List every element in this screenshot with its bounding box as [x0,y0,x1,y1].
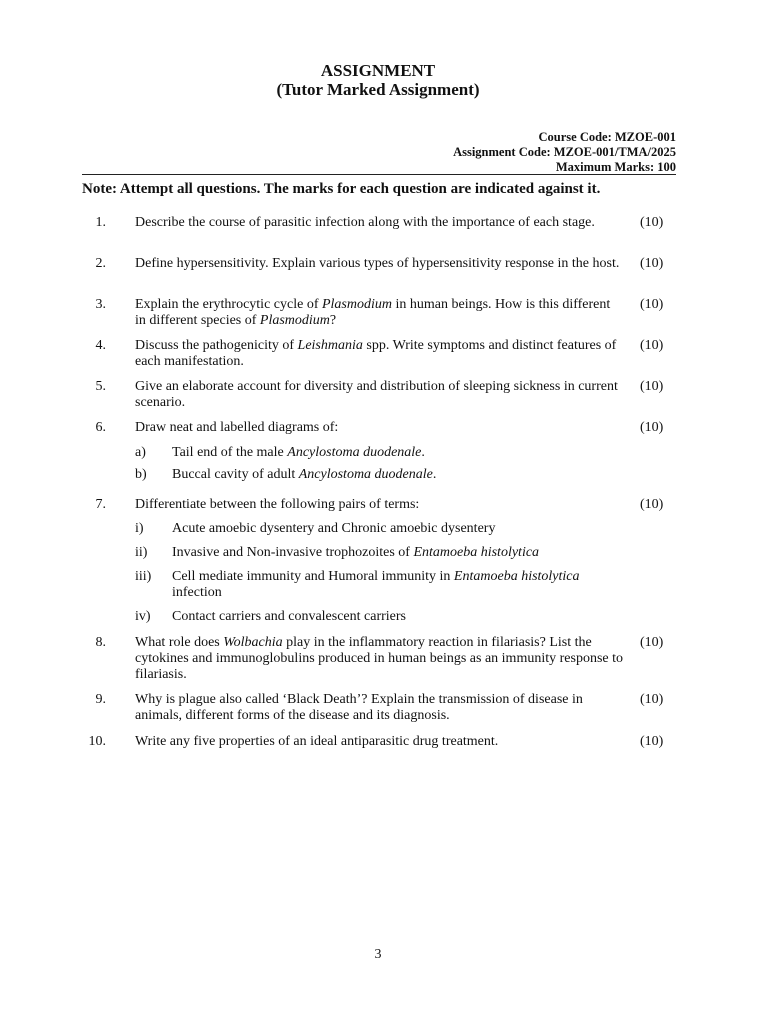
question-marks: (10) [640,692,664,707]
subitem-text: Cell mediate immunity and Humoral immunity in Entamoeba histolytica infection [172,569,580,600]
subitem-text: Buccal cavity of adult Ancylostoma duodenale. [172,467,437,482]
question-number: 7. [95,497,106,512]
course-info-block [453,130,676,175]
question-marks: (10) [640,215,664,230]
question-text: Write any five properties of an ideal antiparasitic drug treatment. [135,734,499,749]
page-title: ASSIGNMENT [320,61,436,80]
question-number: 10. [88,734,106,749]
question-marks: (10) [640,420,664,435]
question-number: 9. [95,692,106,707]
subitem-text: Invasive and Non-invasive trophozoites of Entamoeba histolytica [172,545,540,560]
question-number: 5. [95,379,106,394]
question-number: 6. [95,420,106,435]
subitem-text: Contact carriers and convalescent carriers [172,609,406,624]
question-text: Explain the erythrocytic cycle of Plasmodium in human beings. How is this different in different species of Plasmodium? [135,297,611,328]
question-marks: (10) [640,635,664,650]
question-text: Give an elaborate account for diversity and distribution of sleeping sickness in current scenario. [135,379,618,410]
subitem-label: iv) [135,609,151,624]
question-number: 8. [95,635,106,650]
subitem-label: ii) [135,545,148,560]
page-subtitle: (Tutor Marked Assignment) [276,80,480,99]
question-text: Define hypersensitivity. Explain various types of hypersensitivity response in the host. [135,256,620,271]
question-number: 3. [95,297,106,312]
question-marks: (10) [640,297,664,312]
assignment-code: Assignment Code: MZOE-001/TMA/2025 [453,145,676,159]
subitem-text: Acute amoebic dysentery and Chronic amoebic dysentery [172,521,496,536]
header-divider [82,174,676,175]
question-text: Discuss the pathogenicity of Leishmania spp. Write symptoms and distinct features of each manifestation. [135,338,617,369]
question-marks: (10) [640,497,664,512]
question-marks: (10) [640,379,664,394]
subitem-label: i) [135,521,144,536]
question-text: Describe the course of parasitic infection along with the importance of each stage. [135,215,595,230]
question-number: 1. [95,215,106,230]
subitem-label: b) [135,467,147,482]
question-marks: (10) [640,734,664,749]
instructions-note: Note: Attempt all questions. The marks for each question are indicated against it. [82,181,601,197]
question-number: 2. [95,256,106,271]
maximum-marks: Maximum Marks: 100 [555,160,676,174]
question-marks: (10) [640,256,664,271]
question-text: Why is plague also called ‘Black Death’? Explain the transmission of disease in animals, different forms of the disease and its diagnosis. [135,692,583,723]
subitem-label: iii) [135,569,152,584]
page-number: 3 [374,947,382,962]
question-marks: (10) [640,338,664,353]
question-text: Draw neat and labelled diagrams of: [135,420,339,435]
question-text: What role does Wolbachia play in the inflammatory reaction in filariasis? List the cytokines and immunoglobulins produced in human beings as an immunity response to filariasis. [135,635,623,682]
subitem-text: Tail end of the male Ancylostoma duodenale. [172,445,425,460]
question-text: Differentiate between the following pairs of terms: [135,497,420,512]
course-code: Course Code: MZOE-001 [538,130,676,144]
subitem-label: a) [135,445,146,460]
question-number: 4. [95,338,106,353]
